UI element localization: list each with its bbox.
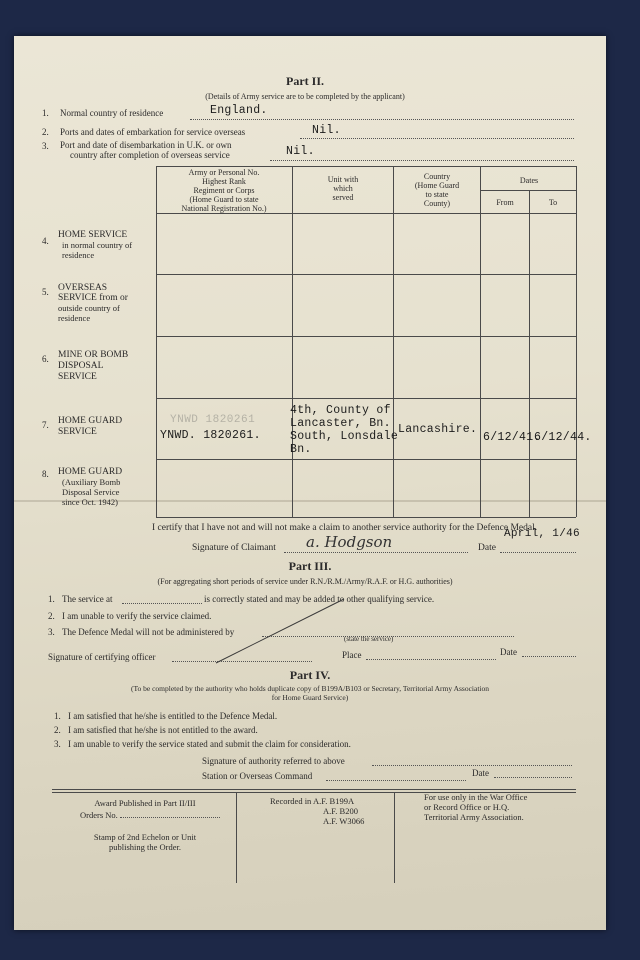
home-guard-to: 6/12/44. [534, 431, 592, 444]
claimant-signature: a. Hodgson [306, 533, 393, 551]
p4-l3-number: 3. [54, 739, 61, 749]
q1-number: 1. [42, 108, 49, 118]
part4-subtitle-1: (To be completed by the authority who holds duplicate copy of B199A/B103 or Secretary, Territorial Army Association [130, 684, 490, 693]
row4-label: HOME SERVICE in normal country of residence [58, 230, 133, 260]
footer-stamp: Stamp of 2nd Echelon or Unit publishing the Order. [93, 832, 197, 852]
p3-date-label: Date [500, 647, 517, 657]
q2-label: Ports and dates of embarkation for service overseas [60, 127, 246, 137]
q1-line [190, 119, 574, 120]
row5-number: 5. [42, 287, 49, 297]
station-line [326, 780, 466, 781]
q2-value: Nil. [312, 124, 341, 137]
p4-date-label: Date [472, 768, 489, 778]
strike-through-line [210, 595, 350, 667]
q3-label-line1: Port and date of disembarkation in U.K. or own [60, 140, 232, 150]
authority-signature-label: Signature of authority referred to above [202, 756, 345, 766]
claimant-signature-label: Signature of Claimant [192, 543, 276, 553]
home-guard-from: 6/12/41. [483, 431, 541, 444]
header-from: From [496, 198, 514, 207]
row7-label: HOME GUARD SERVICE [58, 416, 123, 437]
station-label: Station or Overseas Command [202, 771, 313, 781]
header-unit: Unit with which served [327, 175, 359, 202]
p3-l2-label: I am unable to verify the service claimed. [62, 611, 212, 621]
q3-number: 3. [42, 141, 49, 151]
p3-l1-rest: is correctly stated and may be added to other qualifying service. [204, 594, 435, 604]
p3-l1-number: 1. [48, 594, 55, 604]
p3-l3-note: (state the service) [344, 635, 394, 643]
footer-award-published: Award Published in Part II/III Orders No. [80, 798, 196, 820]
claimant-date: April, 1/46 [504, 528, 580, 540]
p3-l2-number: 2. [48, 611, 55, 621]
p4-l3-label: I am unable to verify the service stated and submit the claim for consideration. [68, 739, 351, 749]
p3-l1-label: The service at [62, 594, 113, 604]
claimant-signature-line [284, 552, 468, 553]
footer-recorded: Recorded in A.F. B199A A.F. B200 A.F. W3066 [270, 796, 365, 826]
q1-label: Normal country of residence [60, 108, 164, 118]
p3-l3-label: The Defence Medal will not be administered by [62, 627, 235, 637]
part4-title: Part IV. [289, 668, 331, 682]
p4-l2-number: 2. [54, 725, 61, 735]
header-to: To [548, 198, 558, 207]
ghost-stamp-text: YNWD 1820261 [170, 414, 256, 426]
row8-label: HOME GUARD (Auxiliary Bomb Disposal Service since Oct. 1942) [58, 467, 123, 507]
footer-war-office: For use only in the War Office or Record Office or H.Q. Territorial Army Association. [424, 792, 528, 822]
p3-date-line [522, 656, 576, 657]
q1-value: England. [210, 104, 268, 117]
q2-line [300, 138, 574, 139]
part2-title: Part II. [286, 74, 324, 88]
p4-l1-number: 1. [54, 711, 61, 721]
q3-value: Nil. [286, 145, 315, 158]
claimant-date-label: Date [478, 543, 496, 553]
part4-subtitle-2: for Home Guard Service) [271, 693, 349, 702]
home-guard-unit: 4th, County of Lancaster, Bn. South, Lonsdale Bn. [290, 404, 399, 456]
home-guard-number: YNWD. 1820261. [160, 429, 261, 442]
q3-label-line2: country after completion of overseas service [70, 150, 230, 160]
certify-statement: I certify that I have not and will not make a claim to another service authority for the Defence Medal. [152, 523, 538, 533]
row6-number: 6. [42, 354, 49, 364]
place-label: Place [342, 650, 362, 660]
orders-no-line [120, 817, 220, 818]
row5-label: OVERSEAS SERVICE from or outside country of residence [58, 283, 128, 323]
row4-number: 4. [42, 236, 49, 246]
header-army-no: Army or Personal No. Highest Rank Regiment or Corps (Home Guard to state National Registration No.) [181, 168, 267, 213]
p3-l3-number: 3. [48, 627, 55, 637]
header-country: Country (Home Guard to state County) [414, 172, 460, 208]
claimant-date-line [500, 552, 576, 553]
p4-date-line [494, 777, 572, 778]
place-line [366, 659, 496, 660]
row6-label: MINE OR BOMB DISPOSAL SERVICE [58, 350, 129, 382]
p4-l1-label: I am satisfied that he/she is entitled to the Defence Medal. [68, 711, 278, 721]
header-dates: Dates [519, 176, 539, 185]
q3-line [270, 160, 574, 161]
row7-number: 7. [42, 420, 49, 430]
row8-number: 8. [42, 469, 49, 479]
q2-number: 2. [42, 127, 49, 137]
authority-signature-line [372, 765, 572, 766]
home-guard-country: Lancashire. [398, 423, 478, 436]
part2-subtitle: (Details of Army service are to be completed by the applicant) [205, 92, 405, 101]
p4-l2-label: I am satisfied that he/she is not entitled to the award. [68, 725, 258, 735]
part3-subtitle: (For aggregating short periods of service under R.N./R.M./Army/R.A.F. or H.G. authorities) [157, 577, 453, 586]
part3-title: Part III. [288, 559, 332, 573]
p3-service-line [122, 603, 202, 604]
certifying-officer-label: Signature of certifying officer [48, 652, 156, 662]
